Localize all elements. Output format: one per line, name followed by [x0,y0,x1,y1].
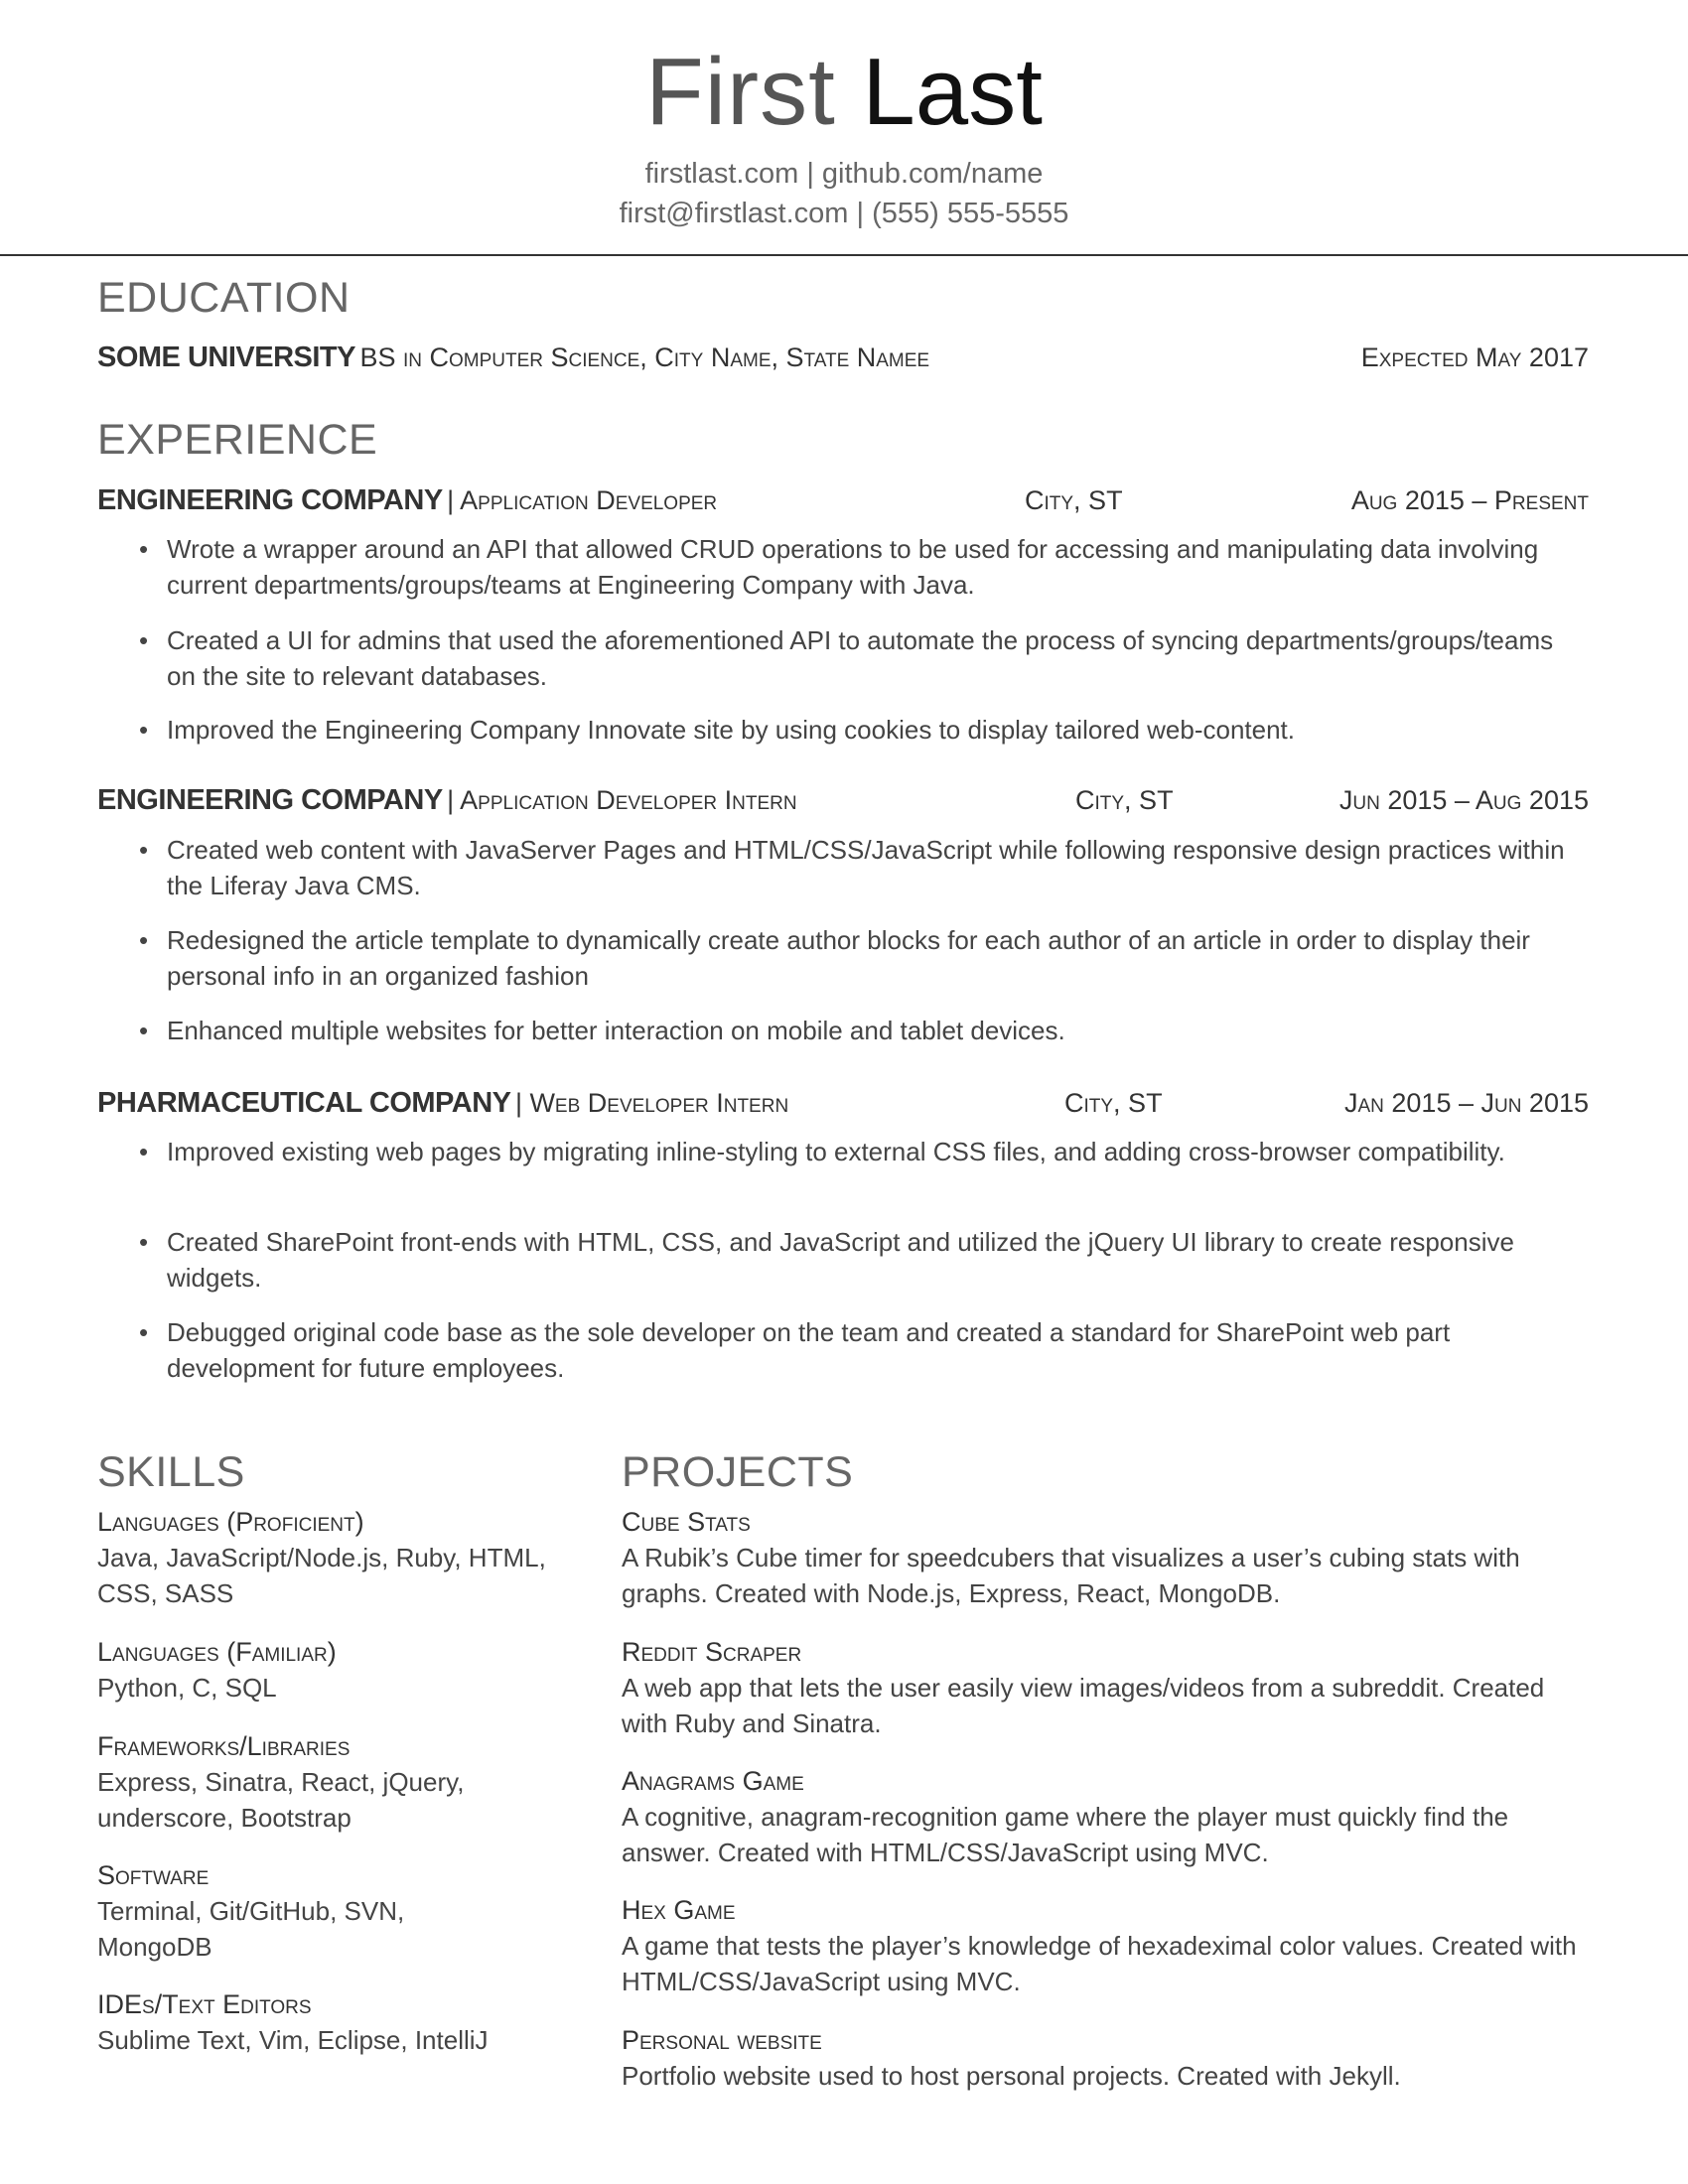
education-date: Expected May 2017 [1360,342,1589,372]
job-bullet: • Improved existing web pages by migrating inline-styling to external CSS files, and adding cross-browser compatibility. [139,1134,1589,1169]
company-name: ENGINEERING COMPANY [97,484,443,516]
projects-heading: PROJECTS [622,1448,854,1496]
education-heading: EDUCATION [97,274,351,322]
project-item: Cube Stats A Rubik’s Cube timer for speedcubers that visualizes a user’s cubing stats with graphs. Created with Node.js, Express, React, MongoDB. [622,1507,1520,1608]
skills-heading: SKILLS [97,1448,245,1496]
job-bullet: • Created web content with JavaServer Pages and HTML/CSS/JavaScript while following responsive design practices within the Liferay Java CMS. [139,832,1589,903]
project-item: Anagrams Game A cognitive, anagram-recognition game where the player must quickly find the answer. Created with HTML/CSS/JavaScript using MVC. [622,1766,1509,1867]
job-city: City, ST [1064,1088,1163,1118]
bullet-icon: • [139,835,149,865]
project-item: Reddit Scraper A web app that lets the user easily view images/videos from a subreddit. Created with Ruby and Sinatra. [622,1637,1545,1738]
job-header [97,1083,1589,1123]
skill-group: IDEs/Text Editors Sublime Text, Vim, Eclipse, IntelliJ [97,1989,489,2055]
job-bullet: • Created a UI for admins that used the aforementioned API to automate the process of syncing departments/groups/teams on the site to relevant databases. [139,622,1589,694]
header-divider [0,254,1688,256]
company-name: ENGINEERING COMPANY [97,784,443,816]
skill-group: Software Terminal, Git/GitHub, SVN, MongoDB [97,1860,405,1962]
job-role: | Application Developer Intern [447,785,797,815]
job-bullet: • Created SharePoint front-ends with HTML, CSS, and JavaScript and utilized the jQuery UI library to create responsive widgets. [139,1224,1589,1296]
bullet-icon: • [139,625,149,655]
skill-group: Languages (Familiar) Python, C, SQL [97,1637,337,1703]
bullet-icon: • [139,534,149,564]
resume-name [0,38,1688,147]
job-bullet: • Redesigned the article template to dynamically create author blocks for each author of an article in order to display their personal info in an organized fashion [139,922,1589,994]
project-item: Hex Game A game that tests the player’s knowledge of hexadeximal color values. Created with HTML/CSS/JavaScript using MVC. [622,1895,1577,1996]
job-date: Jan 2015 – Jun 2015 [1344,1088,1589,1118]
bullet-icon: • [139,1016,149,1045]
job-header [97,780,1589,820]
bullet-icon: • [139,1317,149,1347]
last-name: Last [862,39,1043,145]
school-name: SOME UNIVERSITY [97,341,355,373]
job-bullet: • Enhanced multiple websites for better interaction on mobile and tablet devices. [139,1013,1589,1048]
bullet-icon: • [139,715,149,745]
job-header [97,480,1589,520]
job-role: | Web Developer Intern [514,1088,789,1118]
first-name: First [645,39,836,145]
skill-group: Frameworks/Libraries Express, Sinatra, React, jQuery, underscore, Bootstrap [97,1731,465,1833]
contact-line-1: firstlast.com | github.com/name [644,158,1044,190]
job-bullet: • Wrote a wrapper around an API that allowed CRUD operations to be used for accessing and manipulating data involving current departments/groups/teams at Engineering Company with Java. [139,531,1589,603]
job-city: City, ST [1075,785,1174,815]
company-name: PHARMACEUTICAL COMPANY [97,1087,511,1119]
job-date: Aug 2015 – Present [1350,485,1589,515]
job-city: City, ST [1025,485,1123,515]
bullet-icon: • [139,1227,149,1257]
job-role: | Application Developer [447,485,718,515]
experience-heading: EXPERIENCE [97,416,378,464]
project-item: Personal website Portfolio website used to host personal projects. Created with Jekyll. [622,2025,1401,2091]
job-bullet: • Improved the Engineering Company Innovate site by using cookies to display tailored web-content. [139,712,1589,748]
job-date: Jun 2015 – Aug 2015 [1338,785,1589,815]
job-bullet: • Debugged original code base as the sole developer on the team and created a standard for SharePoint web part development for future employees. [139,1314,1589,1386]
contact-line-2: first@firstlast.com | (555) 555-5555 [619,198,1069,229]
bullet-icon: • [139,925,149,955]
degree: BS in Computer Science, City Name, State Namee [359,342,930,372]
education-row [97,338,1589,377]
skill-group: Languages (Proficient) Java, JavaScript/Node.js, Ruby, HTML, CSS, SASS [97,1507,546,1608]
bullet-icon: • [139,1137,149,1166]
